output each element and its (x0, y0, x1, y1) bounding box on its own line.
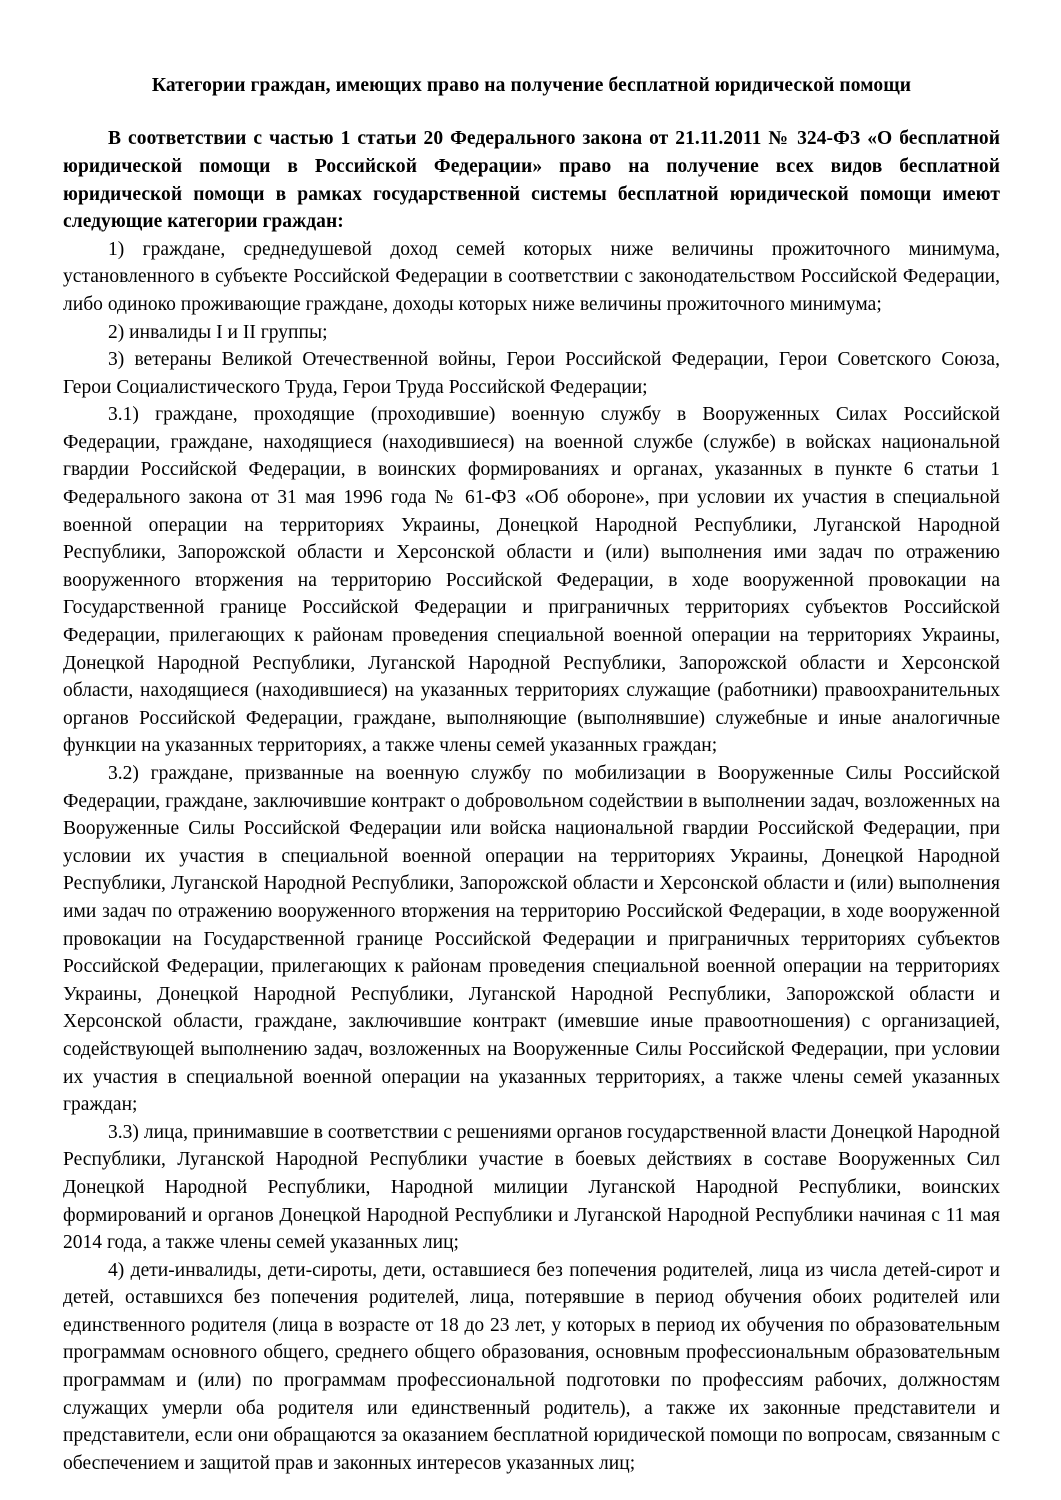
clause-item-3: 3) ветераны Великой Отечественной войны, Герои Российской Федерации, Герои Советского Союза, Герои Социалистического Труда, Герои Труда Российской Федерации; (63, 349, 1000, 398)
clause-item-4: 4) дети-инвалиды, дети-сироты, дети, оставшиеся без попечения родителей, лица из числа детей-сирот и детей, оставшихся без попечения родителей, лица, потерявшие в период обучения обоих родителей или единственного родителя (лица в возрасте от 18 до 23 лет, у которых в период их обучения по образовательным программам основного общего, среднего общего образования, основным профессиональным образовательным программам и (или) по программам профессиональной подготовки по профессиям рабочих, должностям служащих умерли оба родителя или единственный родитель), а также их законные представители и представители, если они обращаются за оказанием бесплатной юридической помощи по вопросам, связанным с обеспечением и защитой прав и законных интересов указанных лиц; (63, 1259, 1000, 1474)
clause-item-1: 1) граждане, среднедушевой доход семей которых ниже величины прожиточного минимума, установленного в субъекте Российской Федерации в соответствии с законодательством Российской Федерации, либо одиноко проживающие граждане, доходы которых ниже величины прожиточного минимума; (63, 238, 1000, 315)
clause-item-3-2: 3.2) граждане, призванные на военную службу по мобилизации в Вооруженные Силы Российской Федерации, граждане, заключившие контракт о добровольном содействии в выполнении задач, возложенных на Вооруженные Силы Российской Федерации или войска национальной гвардии Российской Федерации, при условии их участия в специальной военной операции на территориях Украины, Донецкой Народной Республики, Луганской Народной Республики, Запорожской области и Херсонской области и (или) выполнения ими задач по отражению вооруженного вторжения на территорию Российской Федерации, в ходе вооруженной провокации на Государственной границе Российской Федерации и приграничных территориях субъектов Российской Федерации, прилегающих к районам проведения специальной военной операции на территориях Украины, Донецкой Народной Республики, Луганской Народной Республики, Запорожской области и Херсонской области, граждане, заключившие контракт (имевшие иные правоотношения) с организацией, содействующей выполнению задач, возложенных на Вооруженные Силы Российской Федерации, при условии их участия в специальной военной операции на указанных территориях, а также члены семей указанных граждан; (63, 763, 1000, 1116)
clause-item-3-1: 3.1) граждане, проходящие (проходившие) военную службу в Вооруженных Силах Российской Федерации, граждане, находящиеся (находившиеся) на военной службе (службе) в войсках национальной гвардии Российской Федерации, в воинских формированиях и органах, указанных в пункте 6 статьи 1 Федерального закона от 31 мая 1996 года № 61-ФЗ «Об обороне», при условии их участия в специальной военной операции на территориях Украины, Донецкой Народной Республики, Луганской Народной Республики, Запорожской области и Херсонской области и (или) выполнения ими задач по отражению вооруженного вторжения на территорию Российской Федерации, в ходе вооруженной провокации на Государственной границе Российской Федерации и приграничных территориях субъектов Российской Федерации, прилегающих к районам проведения специальной военной операции на территориях Украины, Донецкой Народной Республики, Луганской Народной Республики, Запорожской области и Херсонской области, находящиеся (находившиеся) на указанных территориях служащие (работники) правоохранительных органов Российской Федерации, граждане, выполняющие (выполнявшие) служебные и иные аналогичные функции на указанных территориях, а также члены семей указанных граждан; (63, 404, 1000, 757)
clause-item-2: 2) инвалиды I и II группы; (108, 321, 328, 343)
intro-paragraph: В соответствии с частью 1 статьи 20 Федерального закона от 21.11.2011 № 324-ФЗ «О бесплатной юридической помощи в Российской Федерации» право на получение всех видов бесплатной юридической помощи в рамках государственной системы бесплатной юридической помощи имеют следующие категории граждан: (63, 128, 1000, 233)
clause-item-3-3: 3.3) лица, принимавшие в соответствии с решениями органов государственной власти Донецкой Народной Республики, Луганской Народной Республики участие в боевых действиях в составе Вооруженных Сил Донецкой Народной Республики, Народной милиции Луганской Народной Республики, воинских формирований и органов Донецкой Народной Республики и Луганской Народной Республики начиная с 11 мая 2014 года, а также члены семей указанных лиц; (63, 1121, 1000, 1254)
page-title: Категории граждан, имеющих право на получение бесплатной юридической помощи (151, 75, 912, 96)
